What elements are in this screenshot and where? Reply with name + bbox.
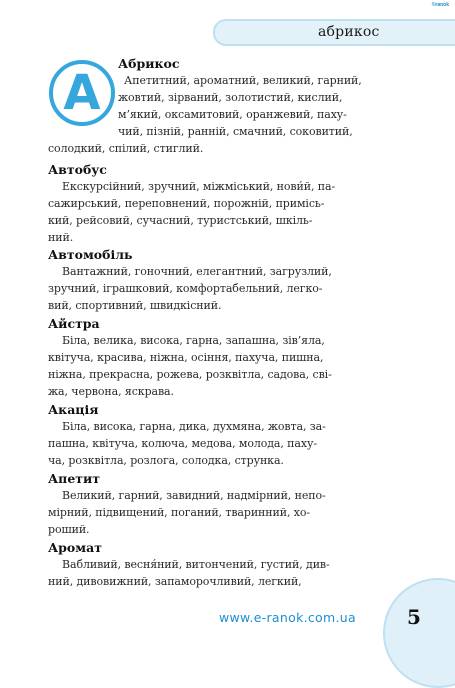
definition-line: Великий, гарний, завидний, надмірний, непо- xyxy=(62,489,326,502)
definition-line: кий, рейсовий, сучасний, туристський, шкіль- xyxy=(48,214,313,227)
definition-line: зручний, іграшковий, комфортабельний, легко- xyxy=(48,282,323,295)
entry-apetyt xyxy=(48,471,326,538)
definition-line: Вабливий, весня́ний, витончений, густий, див- xyxy=(62,558,330,571)
entry-abrykos xyxy=(118,56,362,140)
entry-definition xyxy=(118,72,362,140)
running-head: абрикос xyxy=(318,24,380,40)
definition-line: Екскурсійний, зручний, міжміський, нови́й, па- xyxy=(62,180,336,193)
definition-line: ний. xyxy=(48,231,74,244)
page-corner-tab xyxy=(383,578,455,688)
definition-line: ний, дивовижний, запаморочливий, легкий, xyxy=(48,575,302,588)
definition-line: Біла, велика, висока, гарна, запашна, зів’яла, xyxy=(62,334,325,347)
entry-headword: Абрикос xyxy=(118,56,180,71)
definition-line: Вантажний, гоночний, елегантний, загрузлий, xyxy=(62,265,332,278)
definition-line: ча, розквітла, розлога, солодка, струнка. xyxy=(48,454,284,467)
entry-avtobus xyxy=(48,162,335,246)
watermark: ©ranok xyxy=(431,2,449,8)
drop-letter: А xyxy=(63,65,101,121)
definition-line: мірний, підвищений, поганий, тваринний, хо- xyxy=(48,506,311,519)
definition-line: Біла, висока, гарна, дика, духмяна, жовта, за- xyxy=(62,420,326,433)
definition-line: Апетитний, ароматний, великий, гарний, xyxy=(124,74,362,87)
footer-website[interactable]: www.e-ranok.com.ua xyxy=(219,610,356,625)
entry-headword: Акація xyxy=(48,402,99,417)
entry-definition xyxy=(48,178,335,246)
entry-headword: Апетит xyxy=(48,471,101,486)
entry-headword: Автобус xyxy=(48,162,107,177)
entry-definition xyxy=(48,487,326,538)
definition-line: пашна, квітуча, колюча, медова, молода, паху- xyxy=(48,437,317,450)
entry-definition xyxy=(48,263,332,314)
entry-akatsiia xyxy=(48,402,326,469)
entry-headword: Автомобіль xyxy=(48,247,133,262)
definition-line: м’який, оксамитовий, оранжевий, паху- xyxy=(118,108,347,121)
definition-line: солодкий, спілий, стиглий. xyxy=(48,142,204,155)
definition-line: вий, спортивний, швидкісний. xyxy=(48,299,222,312)
definition-line: жа, червона, яскрава. xyxy=(48,385,174,398)
entry-aistra xyxy=(48,316,332,400)
definition-line: сажирський, переповнений, порожній, примісь- xyxy=(48,197,325,210)
definition-line: ніжна, прекрасна, рожева, розквітла, садова, сві- xyxy=(48,368,332,381)
entry-definition xyxy=(48,418,326,469)
entry-definition xyxy=(48,556,330,590)
definition-line: жовтий, зірваний, золотистий, кислий, xyxy=(118,91,343,104)
page-number: 5 xyxy=(407,605,421,629)
entry-aromat xyxy=(48,540,330,590)
definition-line: квітуча, красива, ніжна, осіння, пахуча, пишна, xyxy=(48,351,324,364)
entry-headword: Аромат xyxy=(48,540,102,555)
definition-line: чий, пізній, ранній, смачний, соковитий, xyxy=(118,125,353,138)
definition-line: роший. xyxy=(48,523,90,536)
entry-definition xyxy=(48,332,332,400)
entry-headword: Айстра xyxy=(48,316,100,331)
entry-avtomobil xyxy=(48,247,332,314)
